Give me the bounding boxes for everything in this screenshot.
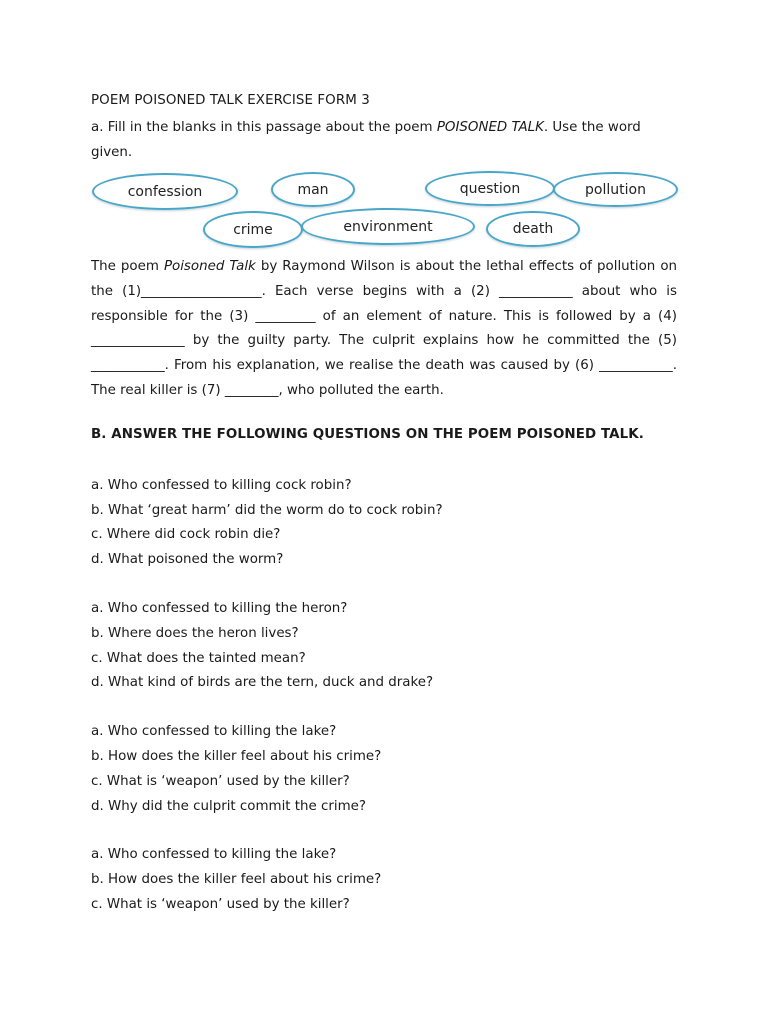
worksheet-title: POEM POISONED TALK EXERCISE FORM 3 xyxy=(91,93,370,108)
question-group-heron xyxy=(91,597,677,696)
question-item: d. Why did the culprit commit the crime? xyxy=(91,798,367,814)
word-bank xyxy=(91,169,677,253)
instruction-text-end: . Use the word given. xyxy=(91,120,641,160)
fill-in-passage xyxy=(91,255,677,404)
question-groups xyxy=(91,474,677,918)
question-item: c. Where did cock robin die? xyxy=(91,527,281,543)
section-b-heading: B. ANSWER THE FOLLOWING QUESTIONS ON THE POEM POISONED TALK. xyxy=(91,426,644,442)
question-item: b. How does the killer feel about his crime? xyxy=(91,872,382,888)
passage-poem-title: Poisoned Talk xyxy=(163,259,256,274)
question-item: d. What poisoned the worm? xyxy=(91,552,284,568)
worksheet xyxy=(91,92,677,942)
question-item: a. Who confessed to killing cock robin? xyxy=(91,477,352,493)
word-oval-man: man xyxy=(271,172,355,207)
question-item: b. What ‘great harm’ did the worm do to cock robin? xyxy=(91,502,443,518)
question-item: b. How does the killer feel about his crime? xyxy=(91,748,382,764)
question-group-lake-repeat xyxy=(91,843,677,917)
question-item: c. What is ‘weapon’ used by the killer? xyxy=(91,896,350,912)
instruction-text xyxy=(91,116,677,165)
question-item: a. Who confessed to killing the lake? xyxy=(91,847,337,863)
word-oval-question: question xyxy=(425,171,555,206)
question-item: a. Who confessed to killing the lake? xyxy=(91,724,337,740)
question-item: a. Who confessed to killing the heron? xyxy=(91,600,348,616)
question-item: b. Where does the heron lives? xyxy=(91,625,299,641)
word-oval-pollution: pollution xyxy=(553,172,678,207)
word-oval-death: death xyxy=(486,211,580,247)
word-oval-environment: environment xyxy=(301,208,475,245)
question-item: c. What does the tainted mean? xyxy=(91,650,306,666)
passage-text-body: by Raymond Wilson is about the lethal effects of pollution on the (1)__________________. Each verse begins with a (2) ___________ about who is responsible for the (3) _________ of an element of nature. This is followed by a (4) ______________ by the guilty party. The culprit explains how he committed the (5) ___________. From his explanation, we realise the death was caused by (6) ___________. The real killer is (7) ________, who polluted the earth. xyxy=(91,259,678,398)
word-oval-confession: confession xyxy=(92,173,238,210)
instruction-text-start: a. Fill in the blanks in this passage about the poem xyxy=(91,120,437,135)
instruction-poem-title: POISONED TALK xyxy=(436,120,544,135)
question-item: c. What is ‘weapon’ used by the killer? xyxy=(91,773,350,789)
passage-text-start: The poem xyxy=(91,259,164,274)
question-item: d. What kind of birds are the tern, duck and drake? xyxy=(91,675,434,691)
word-oval-crime: crime xyxy=(203,211,303,248)
question-group-cock-robin xyxy=(91,474,677,573)
question-group-lake xyxy=(91,720,677,819)
